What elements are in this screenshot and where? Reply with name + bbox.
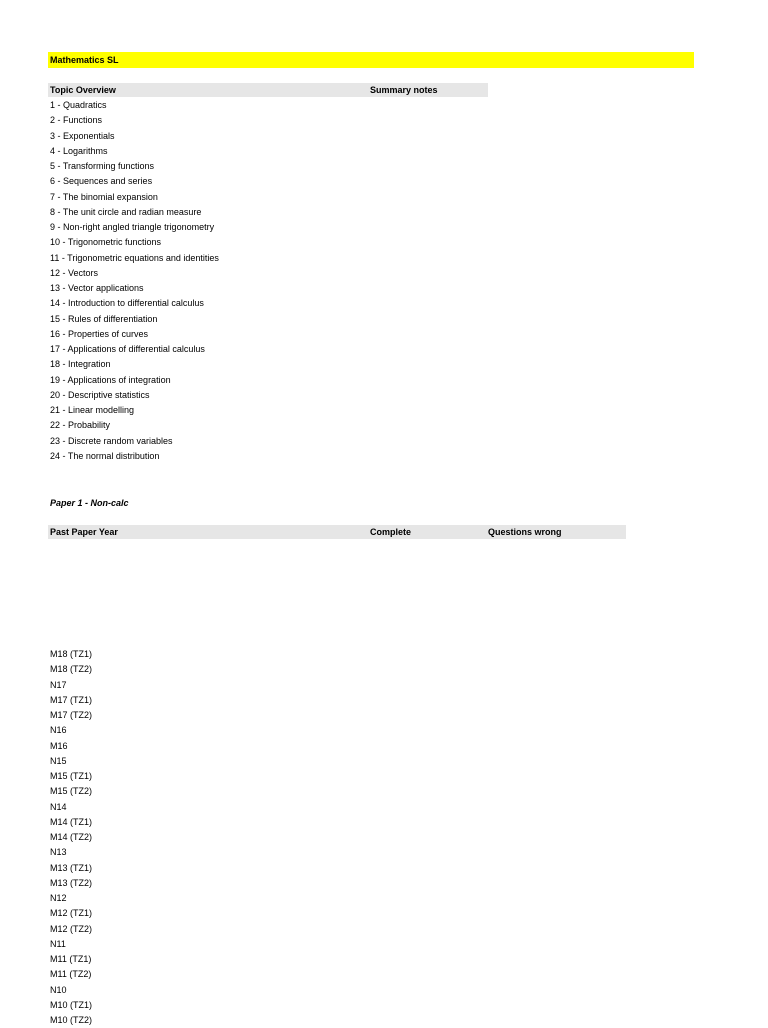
topic-list-item: 1 - Quadratics [50,100,107,110]
past-paper-year-item: N14 [50,801,67,812]
complete-header: Complete [370,527,412,537]
topic-list-item: 21 - Linear modelling [50,405,135,415]
past-paper-year-item: M13 (TZ1) [50,862,93,873]
topic-list-item: 2 - Functions [50,115,103,126]
topic-list-item: 18 - Integration [50,359,111,370]
past-paper-year-item: M18 (TZ2) [50,664,93,675]
sheet-title: Mathematics SL [48,52,694,68]
past-paper-year-item: M15 (TZ2) [50,786,93,797]
topic-overview-header: Topic Overview [50,85,116,95]
past-paper-year-header: Past Paper Year [50,527,118,537]
topic-list-item: 6 - Sequences and series [50,176,153,187]
past-paper-year-item: M10 (TZ1) [50,999,93,1010]
past-paper-year-item: M14 (TZ2) [50,832,93,842]
past-paper-year-item: N15 [50,755,67,766]
past-paper-year-item: N10 [50,984,67,995]
topic-list-item: 23 - Discrete random variables [50,435,173,446]
topic-list-item: 14 - Introduction to differential calculus [50,298,204,309]
past-paper-year-item: N17 [50,679,67,690]
topic-list-item: 15 - Rules of differentiation [50,313,158,324]
past-paper-year-item: N16 [50,725,67,736]
topic-list-item: 8 - The unit circle and radian measure [50,206,202,217]
topic-list-item: 24 - The normal distribution [50,450,160,461]
topic-list-item: 12 - Vectors [50,267,99,278]
topic-list-item: 19 - Applications of integration [50,374,171,385]
past-paper-year-item: M12 (TZ2) [50,923,93,934]
past-paper-year-item: M18 (TZ1) [50,649,93,659]
past-paper-year-item: M17 (TZ2) [50,710,93,720]
past-paper-year-item: M15 (TZ1) [50,771,93,781]
topic-list-item: 20 - Descriptive statistics [50,389,150,400]
past-paper-year-item: M16 [50,740,68,751]
past-paper-year-item: M13 (TZ2) [50,877,93,888]
topic-list-item: 3 - Exponentials [50,130,115,141]
past-paper-year-item: N11 [50,938,66,949]
topic-list-item: 17 - Applications of differential calculus [50,344,205,354]
past-paper-year-list [50,647,92,1028]
topic-overview-header-row [48,83,488,97]
topic-list-item: 9 - Non-right angled triangle trigonometry [50,222,215,232]
past-paper-header-row [48,525,626,539]
summary-notes-header: Summary notes [370,85,438,95]
topic-list-item: 22 - Probability [50,420,111,431]
past-paper-year-item: N13 [50,847,67,858]
past-paper-year-item: M11 (TZ2) [50,969,92,980]
topic-list-item: 11 - Trigonometric equations and identities [50,252,219,263]
topic-list-item: 16 - Properties of curves [50,328,149,339]
past-paper-year-item: M10 (TZ2) [50,1015,93,1025]
past-paper-year-item: N12 [50,893,67,903]
past-paper-year-item: M14 (TZ1) [50,816,93,827]
topic-list-item: 13 - Vector applications [50,283,144,293]
past-paper-year-item: M11 (TZ1) [50,954,92,964]
topic-list-item: 4 - Logarithms [50,145,108,156]
past-paper-year-item: M12 (TZ1) [50,908,93,919]
topic-list-item: 5 - Transforming functions [50,161,155,171]
paper1-section-title: Paper 1 - Non-calc [50,498,129,508]
past-paper-year-item: M17 (TZ1) [50,694,93,705]
questions-wrong-header: Questions wrong [488,527,562,537]
topic-list-item: 10 - Trigonometric functions [50,237,162,248]
topic-list [50,98,219,464]
topic-list-item: 7 - The binomial expansion [50,191,158,202]
